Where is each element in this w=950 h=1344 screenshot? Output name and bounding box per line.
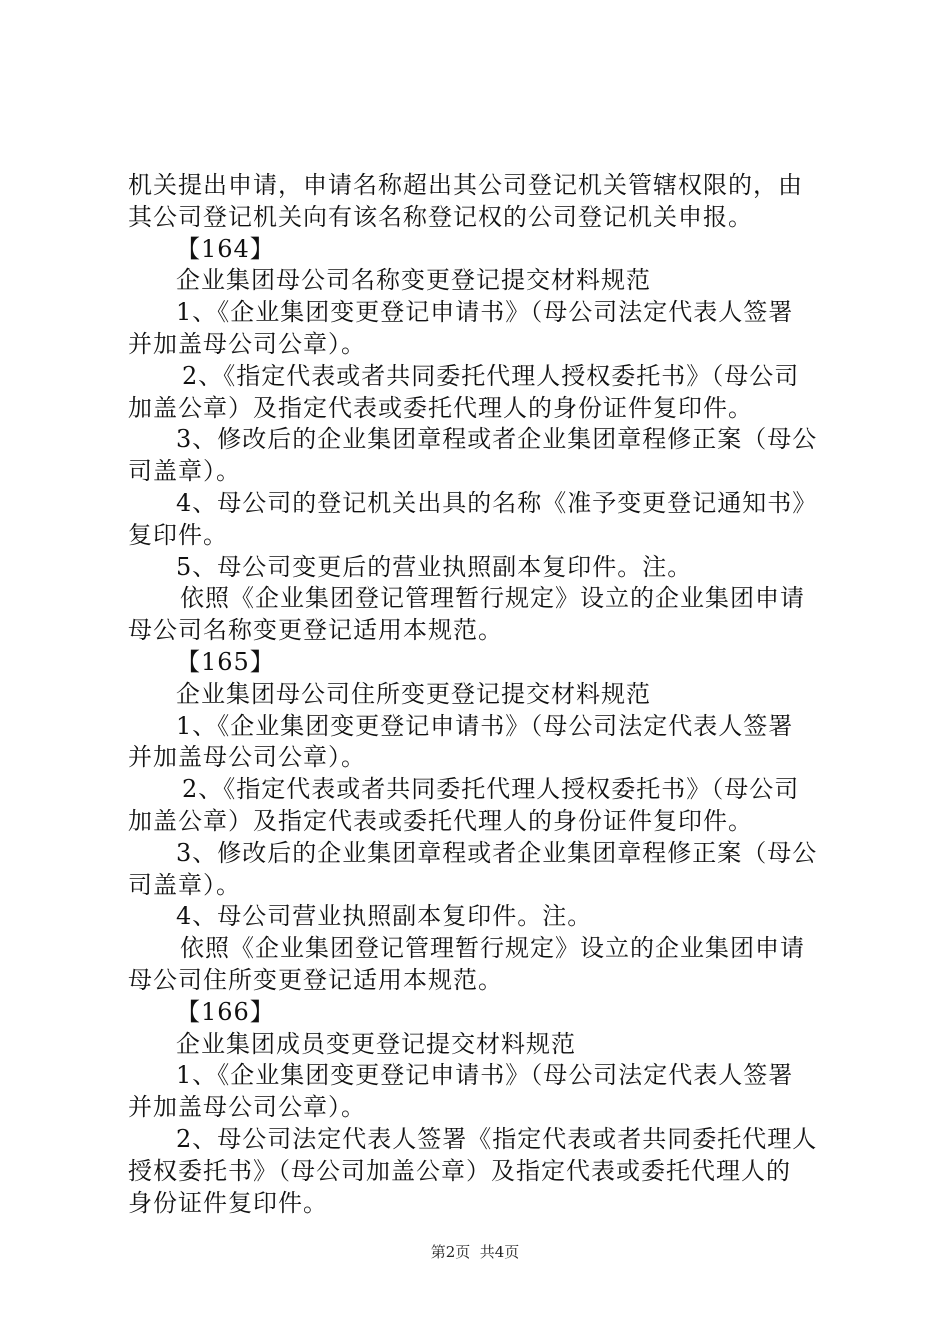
list-item: 1、《企业集团变更登记申请书》（母公司法定代表人签署 [176, 711, 794, 740]
body-line: 复印件。 [128, 520, 228, 549]
document-body [128, 170, 838, 1219]
body-line: 授权委托书》（母公司加盖公章）及指定代表或委托代理人的 [128, 1156, 791, 1185]
section-number: 【164】 [176, 234, 275, 263]
note-line: 依照《企业集团登记管理暂行规定》设立的企业集团申请 [180, 934, 805, 963]
list-item: 5、母公司变更后的营业执照副本复印件。注。 [176, 552, 693, 581]
list-item: 4、母公司的登记机关出具的名称《准予变更登记通知书》 [176, 488, 818, 517]
body-line: 并加盖母公司公章）。 [128, 1093, 366, 1122]
body-line: 身份证件复印件。 [128, 1188, 328, 1217]
body-line: 其公司登记机关向有该名称登记权的公司登记机关申报。 [128, 202, 753, 231]
body-line: 母公司名称变更登记适用本规范。 [128, 616, 503, 645]
section-number: 【165】 [176, 647, 275, 676]
body-line: 母公司住所变更登记适用本规范。 [128, 965, 503, 994]
list-item: 1、《企业集团变更登记申请书》（母公司法定代表人签署 [176, 298, 794, 327]
body-line: 司盖章）。 [128, 457, 241, 486]
body-line: 司盖章）。 [128, 870, 241, 899]
body-line: 加盖公章）及指定代表或委托代理人的身份证件复印件。 [128, 806, 753, 835]
list-item: 2、母公司法定代表人签署《指定代表或者共同委托代理人 [176, 1124, 818, 1153]
section-title: 企业集团母公司名称变更登记提交材料规范 [176, 266, 651, 295]
list-item: 2、《指定代表或者共同委托代理人授权委托书》（母公司 [182, 361, 800, 390]
list-item: 3、修改后的企业集团章程或者企业集团章程修正案（母公 [176, 425, 818, 454]
body-line: 并加盖母公司公章）。 [128, 743, 366, 772]
list-item: 3、修改后的企业集团章程或者企业集团章程修正案（母公 [176, 838, 818, 867]
section-title: 企业集团母公司住所变更登记提交材料规范 [176, 679, 651, 708]
body-line: 加盖公章）及指定代表或委托代理人的身份证件复印件。 [128, 393, 753, 422]
list-item: 2、《指定代表或者共同委托代理人授权委托书》（母公司 [182, 775, 800, 804]
section-number: 【166】 [176, 997, 275, 1026]
list-item: 1、《企业集团变更登记申请书》（母公司法定代表人签署 [176, 1061, 794, 1090]
page-footer: 第2页 共4页 [430, 1243, 520, 1261]
body-line: 机关提出申请，申请名称超出其公司登记机关管辖权限的，由 [128, 171, 803, 199]
section-title: 企业集团成员变更登记提交材料规范 [176, 1029, 576, 1058]
list-item: 4、母公司营业执照副本复印件。注。 [176, 902, 593, 931]
body-line: 并加盖母公司公章）。 [128, 329, 366, 358]
note-line: 依照《企业集团登记管理暂行规定》设立的企业集团申请 [180, 584, 805, 613]
